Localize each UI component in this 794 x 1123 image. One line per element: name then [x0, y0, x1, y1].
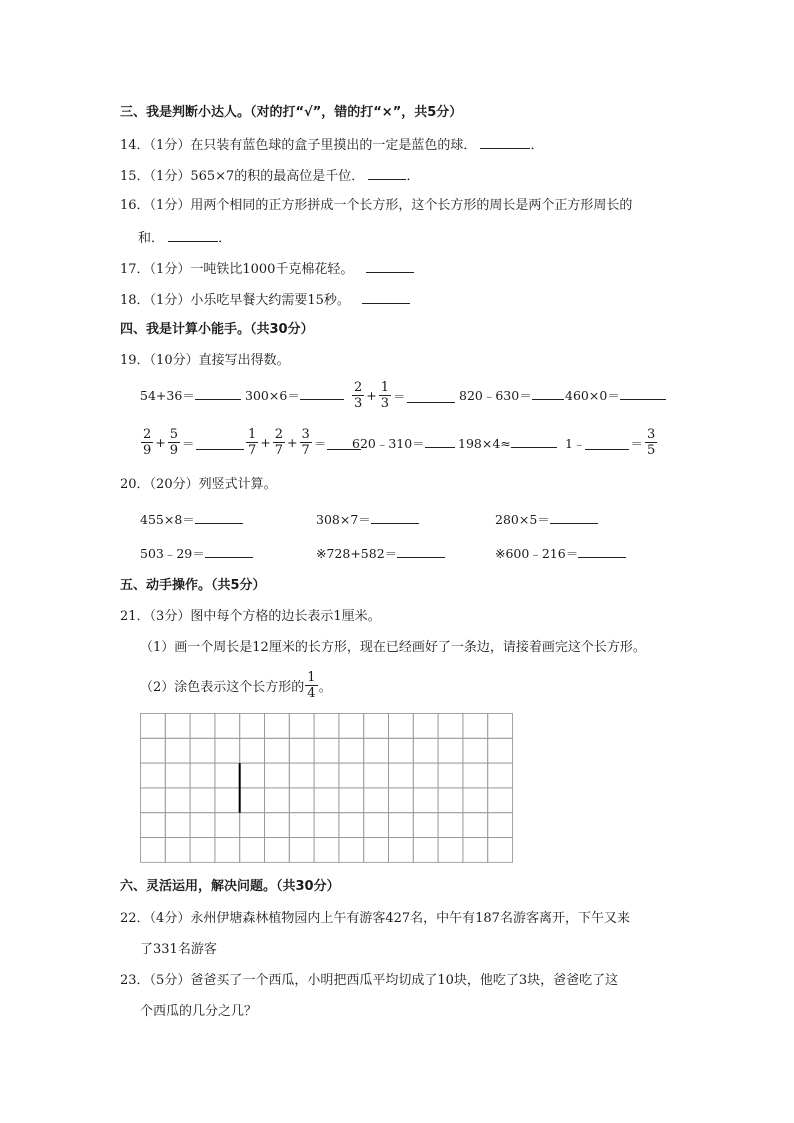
- grid-cell[interactable]: [389, 788, 414, 813]
- grid-cell[interactable]: [314, 763, 339, 788]
- question-text: 用两个相同的正方形拼成一个长方形，这个长方形的周长是两个正方形周长的: [190, 198, 633, 213]
- question-17: [120, 258, 414, 280]
- denominator: 7: [248, 443, 257, 458]
- fraction: [352, 380, 364, 411]
- denominator: 7: [274, 443, 284, 458]
- grid-cell[interactable]: [141, 788, 166, 813]
- grid-cell[interactable]: [438, 738, 463, 763]
- grid-cell[interactable]: [165, 763, 190, 788]
- grid-cell[interactable]: [463, 813, 488, 838]
- grid-cell[interactable]: [190, 813, 215, 838]
- grid-cell[interactable]: [289, 788, 314, 813]
- grid-cell[interactable]: [240, 763, 265, 788]
- grid-cell[interactable]: [265, 714, 290, 739]
- denominator: 9: [143, 443, 152, 458]
- grid-cell[interactable]: [339, 738, 364, 763]
- grid-cell[interactable]: [389, 714, 414, 739]
- grid-cell[interactable]: [190, 763, 215, 788]
- grid-cell[interactable]: [240, 788, 265, 813]
- answer-blank[interactable]: [511, 433, 557, 448]
- denominator: 3: [380, 396, 390, 411]
- question-text: 在只装有蓝色球的盒子里摸出的一定是蓝色的球．: [190, 138, 477, 153]
- grid-cell[interactable]: [141, 738, 166, 763]
- question-number: 19．（10分）: [120, 353, 199, 368]
- answer-blank[interactable]: [585, 435, 629, 450]
- equals: ＝: [313, 435, 327, 451]
- question-18: [120, 289, 410, 311]
- operator: +: [155, 435, 166, 450]
- grid-cell[interactable]: [364, 763, 389, 788]
- numerator: 1: [248, 427, 257, 442]
- question-end: ．: [530, 138, 544, 153]
- calc-820-minus-630: [459, 385, 564, 406]
- grid-cell[interactable]: [165, 714, 190, 739]
- drawing-grid[interactable]: [140, 713, 516, 863]
- answer-blank[interactable]: [168, 227, 218, 242]
- grid-cell[interactable]: [389, 738, 414, 763]
- question-22-continued: 了331名游客: [140, 942, 217, 957]
- grid-cell[interactable]: [413, 788, 438, 813]
- question-number: 14．（1分）: [120, 138, 191, 153]
- grid-cell[interactable]: [165, 813, 190, 838]
- answer-blank[interactable]: [397, 543, 445, 558]
- grid-cell[interactable]: [438, 838, 463, 863]
- calc-expression: 820﹣630＝: [459, 388, 532, 403]
- grid-cell[interactable]: [314, 838, 339, 863]
- grid-cell[interactable]: [240, 714, 265, 739]
- grid-cell[interactable]: [488, 738, 513, 763]
- grid-cell[interactable]: [339, 763, 364, 788]
- grid-cell[interactable]: [240, 738, 265, 763]
- grid-cell[interactable]: [265, 738, 290, 763]
- question-16-continued: [138, 227, 231, 249]
- question-22: [120, 909, 630, 929]
- question-text: 直接写出得数。: [198, 353, 290, 368]
- grid-cell[interactable]: [215, 813, 240, 838]
- question-21-part-1: （1）画一个周长是12厘米的长方形，现在已经画好了一条边，请接着画完这个长方形。: [140, 640, 646, 655]
- question-number: 18．（1分）: [120, 293, 191, 308]
- grid-cell[interactable]: [364, 813, 389, 838]
- calc-expression: 300×6＝: [245, 388, 300, 403]
- question-number: 21．（3分）: [120, 609, 191, 624]
- question-23: [120, 971, 618, 991]
- denominator: 3: [354, 396, 363, 411]
- grid-cell[interactable]: [364, 714, 389, 739]
- operator: +: [366, 388, 377, 403]
- grid-cell[interactable]: [190, 838, 215, 863]
- grid-cell[interactable]: [413, 763, 438, 788]
- grid-cell[interactable]: [165, 838, 190, 863]
- grid-cell[interactable]: [463, 714, 488, 739]
- question-15: [120, 165, 419, 187]
- question-21-part-2: [140, 670, 332, 701]
- grid-cell[interactable]: [215, 788, 240, 813]
- grid-cell[interactable]: [488, 763, 513, 788]
- grid-cell[interactable]: [438, 763, 463, 788]
- grid-cell[interactable]: [364, 838, 389, 863]
- grid-cell[interactable]: [438, 788, 463, 813]
- operator: +: [287, 435, 298, 450]
- grid-cell[interactable]: [215, 763, 240, 788]
- calc-fraction-2-9-plus-5-9: [140, 427, 244, 458]
- denominator: 9: [169, 443, 179, 458]
- grid-cell[interactable]: [141, 714, 166, 739]
- calc-expression: 280×5＝: [495, 512, 550, 527]
- answer-blank[interactable]: [532, 385, 564, 400]
- grid-cell[interactable]: [141, 813, 166, 838]
- grid-cell[interactable]: [289, 838, 314, 863]
- equals: ＝: [393, 388, 406, 404]
- calc-300-times-6: [245, 385, 344, 406]
- grid-cell[interactable]: [141, 838, 166, 863]
- answer-blank[interactable]: [300, 385, 344, 400]
- grid-cell[interactable]: [463, 788, 488, 813]
- grid-cell[interactable]: [265, 813, 290, 838]
- numerator: 5: [169, 427, 179, 442]
- numerator: 1: [307, 670, 316, 685]
- grid-cell[interactable]: [314, 813, 339, 838]
- question-number: 20．（20分）: [120, 477, 199, 492]
- grid-cell[interactable]: [215, 714, 240, 739]
- calc-expression: 503﹣29＝: [140, 546, 205, 561]
- grid-cell[interactable]: [289, 813, 314, 838]
- question-20: [120, 475, 277, 495]
- calc-expression: 308×7＝: [316, 512, 371, 527]
- question-text: 图中每个方格的边长表示1厘米。: [190, 609, 381, 624]
- calc-620-minus-310: [352, 433, 455, 454]
- question-text: 一吨铁比1000千克棉花轻。: [190, 262, 354, 277]
- answer-blank[interactable]: [480, 134, 530, 149]
- grid-cell[interactable]: [389, 838, 414, 863]
- grid-cell[interactable]: [413, 813, 438, 838]
- grid-cell[interactable]: [488, 788, 513, 813]
- calc-1-minus-blank-3-5: [565, 427, 658, 458]
- question-end: ．: [406, 169, 420, 184]
- fraction: [246, 427, 258, 458]
- fraction: [273, 427, 285, 458]
- question-text: 永州伊塘森林植物园内上午有游客427名，中午有187名游客离开，下午又来: [190, 911, 630, 926]
- fraction: [300, 427, 312, 458]
- grid-cell[interactable]: [389, 763, 414, 788]
- answer-blank[interactable]: [368, 165, 406, 180]
- answer-blank[interactable]: [620, 385, 666, 400]
- calc-460-times-0: [565, 385, 666, 406]
- section-3-title: 三、我是判断小达人。（对的打“√”，错的打“×”，共5分）: [120, 105, 463, 120]
- calc-expression: 54+36＝: [140, 388, 195, 403]
- numerator: 2: [274, 427, 284, 442]
- vertical-calc-item: [316, 543, 445, 564]
- question-number: 22．（4分）: [120, 911, 191, 926]
- grid-cell[interactable]: [339, 838, 364, 863]
- calc-expression: 455×8＝: [140, 512, 195, 527]
- question-16: [120, 196, 632, 216]
- question-number: 15．（1分）: [120, 169, 191, 184]
- question-text-cont: 和．: [138, 231, 165, 246]
- calc-expression: ※600﹣216＝: [495, 546, 579, 561]
- vertical-calc-item: [140, 543, 253, 564]
- grid-cell[interactable]: [141, 763, 166, 788]
- question-14: [120, 134, 544, 156]
- grid-cell[interactable]: [488, 838, 513, 863]
- answer-blank[interactable]: [196, 435, 244, 450]
- question-text: 565×7的积的最高位是千位．: [190, 169, 365, 184]
- calc-54-plus-36: [140, 385, 241, 406]
- answer-blank[interactable]: [371, 509, 419, 524]
- answer-blank[interactable]: [205, 543, 253, 558]
- calc-expression: 620﹣310＝: [352, 436, 425, 451]
- calc-fraction-2-3-plus-1-3: [351, 380, 455, 411]
- grid-cell[interactable]: [339, 788, 364, 813]
- grid-cell[interactable]: [438, 714, 463, 739]
- grid-cell[interactable]: [314, 714, 339, 739]
- question-text: 小乐吃早餐大约需要15秒。: [190, 293, 350, 308]
- calc-198-times-4: [458, 433, 557, 454]
- grid-cell[interactable]: [289, 763, 314, 788]
- grid-cell[interactable]: [364, 788, 389, 813]
- equals: ＝: [630, 435, 643, 451]
- equals: ＝: [182, 435, 195, 451]
- grid-cell[interactable]: [438, 813, 463, 838]
- fraction: [645, 427, 657, 458]
- denominator: 7: [301, 443, 310, 458]
- answer-blank[interactable]: [407, 388, 455, 403]
- numerator: 2: [354, 380, 363, 395]
- numerator: 3: [301, 427, 310, 442]
- answer-blank[interactable]: [366, 258, 414, 273]
- answer-blank[interactable]: [550, 509, 598, 524]
- grid-cell[interactable]: [265, 763, 290, 788]
- question-21: [120, 607, 381, 627]
- fraction: [379, 380, 391, 411]
- calc-expression: 1﹣: [565, 435, 586, 451]
- grid-cell[interactable]: [165, 738, 190, 763]
- denominator: 5: [646, 443, 656, 458]
- grid-cell[interactable]: [463, 838, 488, 863]
- answer-blank[interactable]: [362, 289, 410, 304]
- grid-cell[interactable]: [265, 838, 290, 863]
- grid-cell[interactable]: [314, 738, 339, 763]
- grid-cell[interactable]: [265, 788, 290, 813]
- grid-cell[interactable]: [190, 788, 215, 813]
- vertical-calc-item: [495, 509, 598, 530]
- grid-cell[interactable]: [413, 714, 438, 739]
- grid-cell[interactable]: [240, 838, 265, 863]
- section-5-title: 五、动手操作。（共5分）: [120, 578, 266, 593]
- vertical-calc-item: [495, 543, 626, 564]
- answer-blank[interactable]: [578, 543, 626, 558]
- grid-cell[interactable]: [215, 838, 240, 863]
- operator: +: [260, 435, 271, 450]
- question-text: （2）涂色表示这个长方形的: [140, 680, 305, 695]
- fraction: [141, 427, 153, 458]
- question-end: ．: [218, 231, 232, 246]
- answer-blank[interactable]: [195, 385, 241, 400]
- vertical-calc-item: [140, 509, 243, 530]
- grid-cell[interactable]: [339, 813, 364, 838]
- calc-fraction-sevenths: [245, 427, 361, 458]
- grid-cell[interactable]: [339, 714, 364, 739]
- grid-cell[interactable]: [389, 813, 414, 838]
- question-end: 。: [318, 680, 332, 695]
- question-number: 23．（5分）: [120, 973, 191, 988]
- calc-expression: ※728+582＝: [316, 546, 398, 561]
- grid-cell[interactable]: [413, 738, 438, 763]
- numerator: 1: [380, 380, 390, 395]
- question-text: 列竖式计算。: [198, 477, 277, 492]
- calc-expression: 198×4≈: [458, 436, 511, 451]
- answer-blank[interactable]: [195, 509, 243, 524]
- question-number: 16．（1分）: [120, 198, 191, 213]
- grid-cell[interactable]: [165, 788, 190, 813]
- question-23-continued: 个西瓜的几分之几？: [140, 1004, 258, 1019]
- answer-blank[interactable]: [425, 433, 455, 448]
- question-text: 爸爸买了一个西瓜，小明把西瓜平均切成了10块，他吃了3块，爸爸吃了这: [190, 973, 619, 988]
- grid-cell[interactable]: [364, 738, 389, 763]
- section-6-title: 六、灵活运用，解决问题。（共30分）: [120, 879, 340, 894]
- grid-cell[interactable]: [190, 738, 215, 763]
- grid-cell[interactable]: [463, 738, 488, 763]
- calc-expression: 460×0＝: [565, 388, 620, 403]
- grid-cell[interactable]: [463, 763, 488, 788]
- numerator: 3: [646, 427, 656, 442]
- grid-cell[interactable]: [488, 813, 513, 838]
- section-4-title: 四、我是计算小能手。（共30分）: [120, 322, 314, 337]
- grid-cell[interactable]: [289, 738, 314, 763]
- question-number: 17．（1分）: [120, 262, 191, 277]
- grid-cell[interactable]: [240, 813, 265, 838]
- numerator: 2: [143, 427, 152, 442]
- fraction: [168, 427, 180, 458]
- grid-cell[interactable]: [413, 838, 438, 863]
- grid-cell[interactable]: [314, 788, 339, 813]
- fraction: [305, 670, 317, 701]
- grid-cell[interactable]: [488, 714, 513, 739]
- question-19: [120, 351, 290, 371]
- grid-cell[interactable]: [190, 714, 215, 739]
- vertical-calc-item: [316, 509, 419, 530]
- grid-cell[interactable]: [289, 714, 314, 739]
- denominator: 4: [307, 686, 316, 701]
- grid-cell[interactable]: [215, 738, 240, 763]
